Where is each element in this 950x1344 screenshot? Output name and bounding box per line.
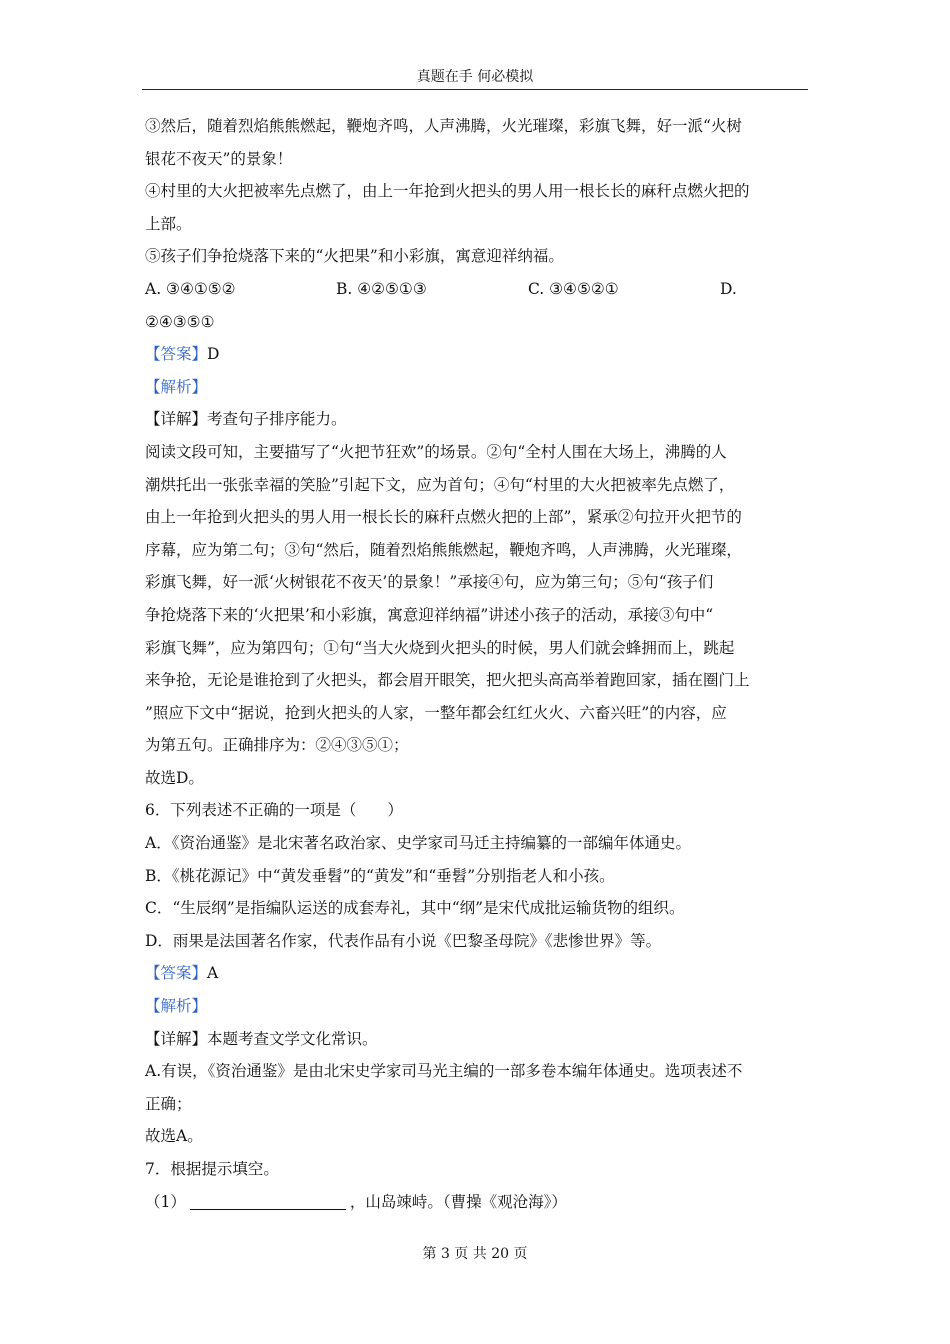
q5-detail-line: 彩旗飞舞，好一派‘火树银花不夜天’的景象！”承接④句，应为第三句；⑤句“孩子们 xyxy=(145,573,714,592)
page-footer: 第 3 页 共 20 页 xyxy=(422,1246,528,1262)
q6-answer xyxy=(145,957,805,990)
q7-blank-1 xyxy=(145,1186,805,1219)
q5-option-d-continued: ②④③⑤① xyxy=(145,312,215,331)
q5-item3-line1: ③然后，随着烈焰熊熊燃起，鞭炮齐鸣，人声沸腾，火光璀璨，彩旗飞舞，好一派“火树 xyxy=(145,117,742,135)
blank-prefix: （1） xyxy=(145,1192,186,1211)
q6-option-c: C．“生辰纲”是指编队运送的成套寿礼，其中“纲”是宋代成批运输货物的组织。 xyxy=(145,899,685,918)
q5-analysis-tag: 【解析】 xyxy=(145,377,208,396)
q6-option-b: B．《桃花源记》中“黄发垂髫”的“黄发”和“垂髫”分别指老人和小孩。 xyxy=(145,866,615,885)
q5-detail-line: 由上一年抢到火把头的男人用一根长长的麻秆点燃火把的上部”，紧承②句拉开火把节的 xyxy=(145,508,742,527)
q5-option-c: C. ③④⑤②① xyxy=(528,279,619,298)
q6-analysis-tag: 【解析】 xyxy=(145,997,208,1016)
answer-value: D xyxy=(207,345,220,364)
q5-detail-line: 彩旗飞舞”，应为第四句；①句“当大火烧到火把头的时候，男人们就会蜂拥而上，跳起 xyxy=(145,638,735,657)
answer-value: A xyxy=(207,964,219,983)
q5-detail-line: 潮烘托出一张张幸福的笑脸”引起下文，应为首句；④句“村里的大火把被率先点燃了， xyxy=(145,475,735,494)
q5-detail-line: 来争抢，无论是谁抢到了火把头，都会眉开眼笑，把火把头高高举着跑回家，插在圈门上 xyxy=(145,671,750,690)
fill-blank xyxy=(190,1191,346,1210)
page-header: 真题在手 何必模拟 xyxy=(416,69,534,85)
q5-item4-line1: ④村里的大火把被率先点燃了，由上一年抢到火把头的男人用一根长长的麻秆点燃火把的 xyxy=(145,182,750,201)
q6-detail-line: A.有误，《资治通鉴》是由北宋史学家司马光主编的一部多卷本编年体通史。选项表述不 xyxy=(145,1062,743,1081)
document-body xyxy=(145,110,805,1218)
q7-stem: 7．根据提示填空。 xyxy=(145,1160,279,1178)
q6-detail-line: 故选A。 xyxy=(145,1127,203,1146)
q6-option-a: A．《资治通鉴》是北宋著名政治家、史学家司马迁主持编纂的一部编年体通史。 xyxy=(145,834,691,853)
q5-detail-line: 争抢烧落下来的‘火把果’和小彩旗，寓意迎祥纳福”讲述小孩子的活动，承接③句中“ xyxy=(145,605,714,624)
q6-stem: 6．下列表述不正确的一项是（ ） xyxy=(145,801,403,820)
header-divider xyxy=(142,89,808,90)
answer-tag: 【答案】 xyxy=(145,964,208,983)
q5-detail-line: 序幕，应为第二句；③句“然后，随着烈焰熊熊燃起，鞭炮齐鸣，人声沸腾，火光璀璨， xyxy=(145,540,742,559)
q5-detail-line: 为第五句。正确排序为：②④③⑤①； xyxy=(145,736,409,755)
q5-item4-line2: 上部。 xyxy=(145,214,192,233)
q5-detail-line: 阅读文段可知，主要描写了“火把节狂欢”的场景。②句“全村人围在大场上，沸腾的人 xyxy=(145,442,727,461)
q5-detail-line: 【详解】考查句子排序能力。 xyxy=(145,410,347,429)
q6-detail-line: 【详解】本题考查文学文化常识。 xyxy=(145,1029,378,1048)
q5-item5: ⑤孩子们争抢烧落下来的“火把果”和小彩旗，寓意迎祥纳福。 xyxy=(145,247,564,266)
q5-option-a: A. ③④①⑤② xyxy=(145,279,236,298)
answer-tag: 【答案】 xyxy=(145,345,208,364)
q5-option-d: D. xyxy=(720,279,737,298)
blank-suffix: ，山岛竦峙。（曹操《观沧海》） xyxy=(349,1192,567,1211)
q6-detail-line: 正确； xyxy=(145,1094,192,1113)
q5-answer xyxy=(145,338,805,371)
q5-detail-line: ”照应下文中“据说，抢到火把头的人家，一整年都会红红火火、六畜兴旺”的内容，应 xyxy=(145,703,727,722)
q5-option-b: B. ④②⑤①③ xyxy=(336,279,427,298)
q6-option-d: D．雨果是法国著名作家，代表作品有小说《巴黎圣母院》《悲惨世界》等。 xyxy=(145,931,662,950)
q5-detail-line: 故选D。 xyxy=(145,768,204,787)
q5-item3-line2: 银花不夜天”的景象！ xyxy=(145,149,293,168)
q5-options xyxy=(145,273,805,306)
